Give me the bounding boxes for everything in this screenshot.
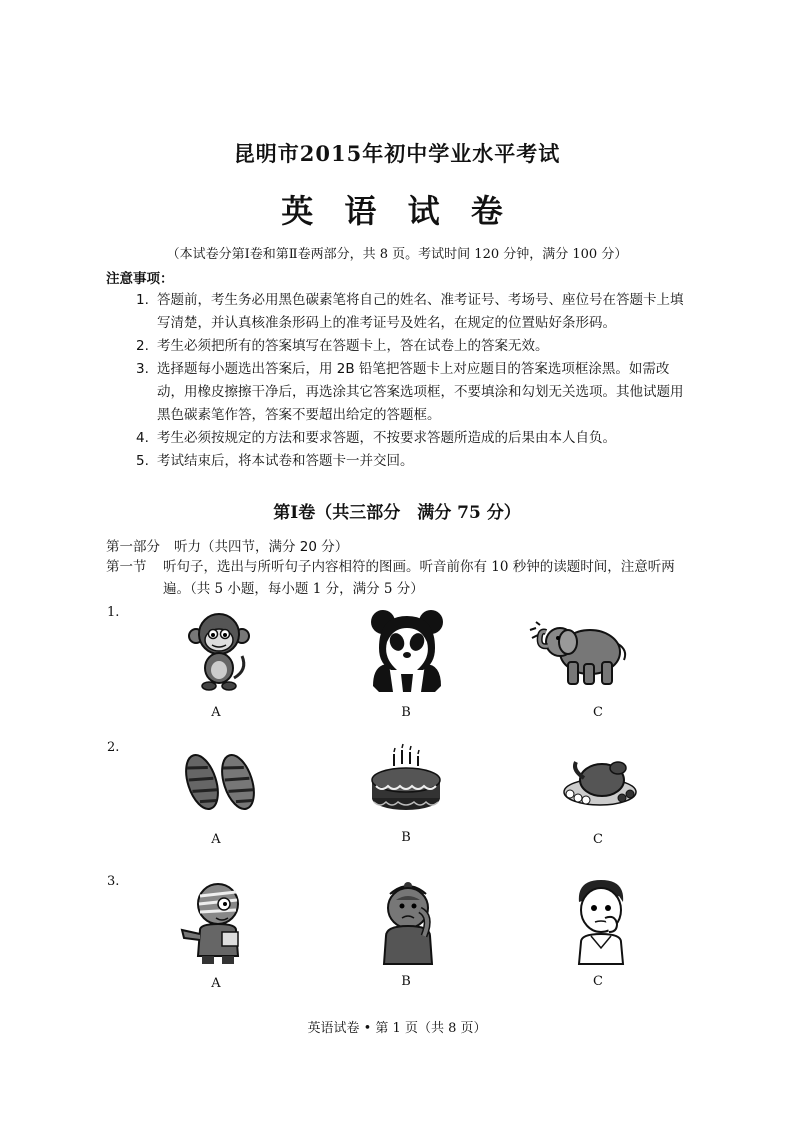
note-number: 4.: [136, 430, 149, 446]
option-label: B: [401, 830, 411, 845]
elephant-icon: [528, 616, 630, 690]
section-instructions: [106, 556, 696, 600]
note-number: 3.: [136, 361, 149, 377]
note-text: 答题前，考生务必用黑色碳素笔将自己的姓名、准考证号、考场号、座位号在答题卡上填写清楚，并认真核准条形码上的准考证号及姓名，在规定的位置贴好条形码。: [157, 292, 684, 331]
exam-title: 昆明市2015年初中学业水平考试: [233, 141, 561, 166]
note-item-5: [136, 450, 696, 473]
question-number: 2.: [107, 740, 120, 755]
panda-icon: [369, 608, 445, 694]
page-footer: 英语试卷 • 第 1 页（共 8 页）: [307, 1021, 487, 1036]
part-heading: [106, 535, 348, 555]
roast-chicken-icon: [562, 750, 638, 810]
option-label: C: [593, 705, 603, 720]
bread-icon: [180, 748, 262, 812]
question-number: 3.: [107, 874, 120, 889]
option-label: A: [211, 705, 221, 720]
note-number: 2.: [136, 338, 149, 354]
part-title: 听力（共四节，满分 20 分）: [174, 539, 349, 555]
section-text: 听句子，选出与所听句子内容相符的图画。听音前你有 10 秒钟的读题时间，注意听两遍。（共 5 小题，每小题 1 分，满分 5 分）: [163, 559, 675, 597]
option-label: A: [211, 832, 221, 847]
question-number: 1.: [107, 605, 120, 620]
injured-boy-icon: [178, 878, 256, 964]
monkey-icon: [188, 612, 250, 692]
note-item-3: [136, 358, 696, 427]
toothache-boy-icon: [571, 878, 629, 966]
option-label: C: [593, 832, 603, 847]
exam-intro: （本试卷分第Ⅰ卷和第Ⅱ卷两部分，共 8 页。考试时间 120 分钟，满分 100 分）: [166, 247, 628, 262]
option-label: B: [401, 705, 411, 720]
note-item-4: [136, 427, 696, 450]
note-item-2: [136, 335, 696, 358]
note-text: 考生必须按规定的方法和要求答题，不按要求答题所造成的后果由本人自负。: [157, 430, 616, 446]
option-label: B: [401, 974, 411, 989]
cold-boy-icon: [378, 876, 438, 966]
cake-icon: [368, 746, 444, 816]
section-title: 第Ⅰ卷（共三部分 满分 75 分）: [273, 503, 521, 523]
note-text: 考生必须把所有的答案填写在答题卡上，答在试卷上的答案无效。: [157, 338, 549, 354]
note-number: 5.: [136, 453, 149, 469]
notes-heading: 注意事项：: [106, 271, 174, 287]
option-label: C: [593, 974, 603, 989]
part-name: 第一部分: [106, 539, 160, 555]
note-item-1: [136, 289, 696, 335]
note-text: 考试结束后，将本试卷和答题卡一并交回。: [157, 453, 414, 469]
option-label: A: [211, 976, 221, 991]
subject-title: 英 语 试 卷: [281, 192, 513, 230]
note-number: 1.: [136, 292, 149, 308]
section-label: 第一节: [106, 559, 147, 575]
note-text: 选择题每小题选出答案后，用 2B 铅笔把答题卡上对应题目的答案选项框涂黑。如需改动，用橡皮擦擦干净后，再选涂其它答案选项框，不要填涂和勾划无关选项。其他试题用黑色碳素笔作答，答案不要超出给定的答题框。: [157, 361, 684, 423]
